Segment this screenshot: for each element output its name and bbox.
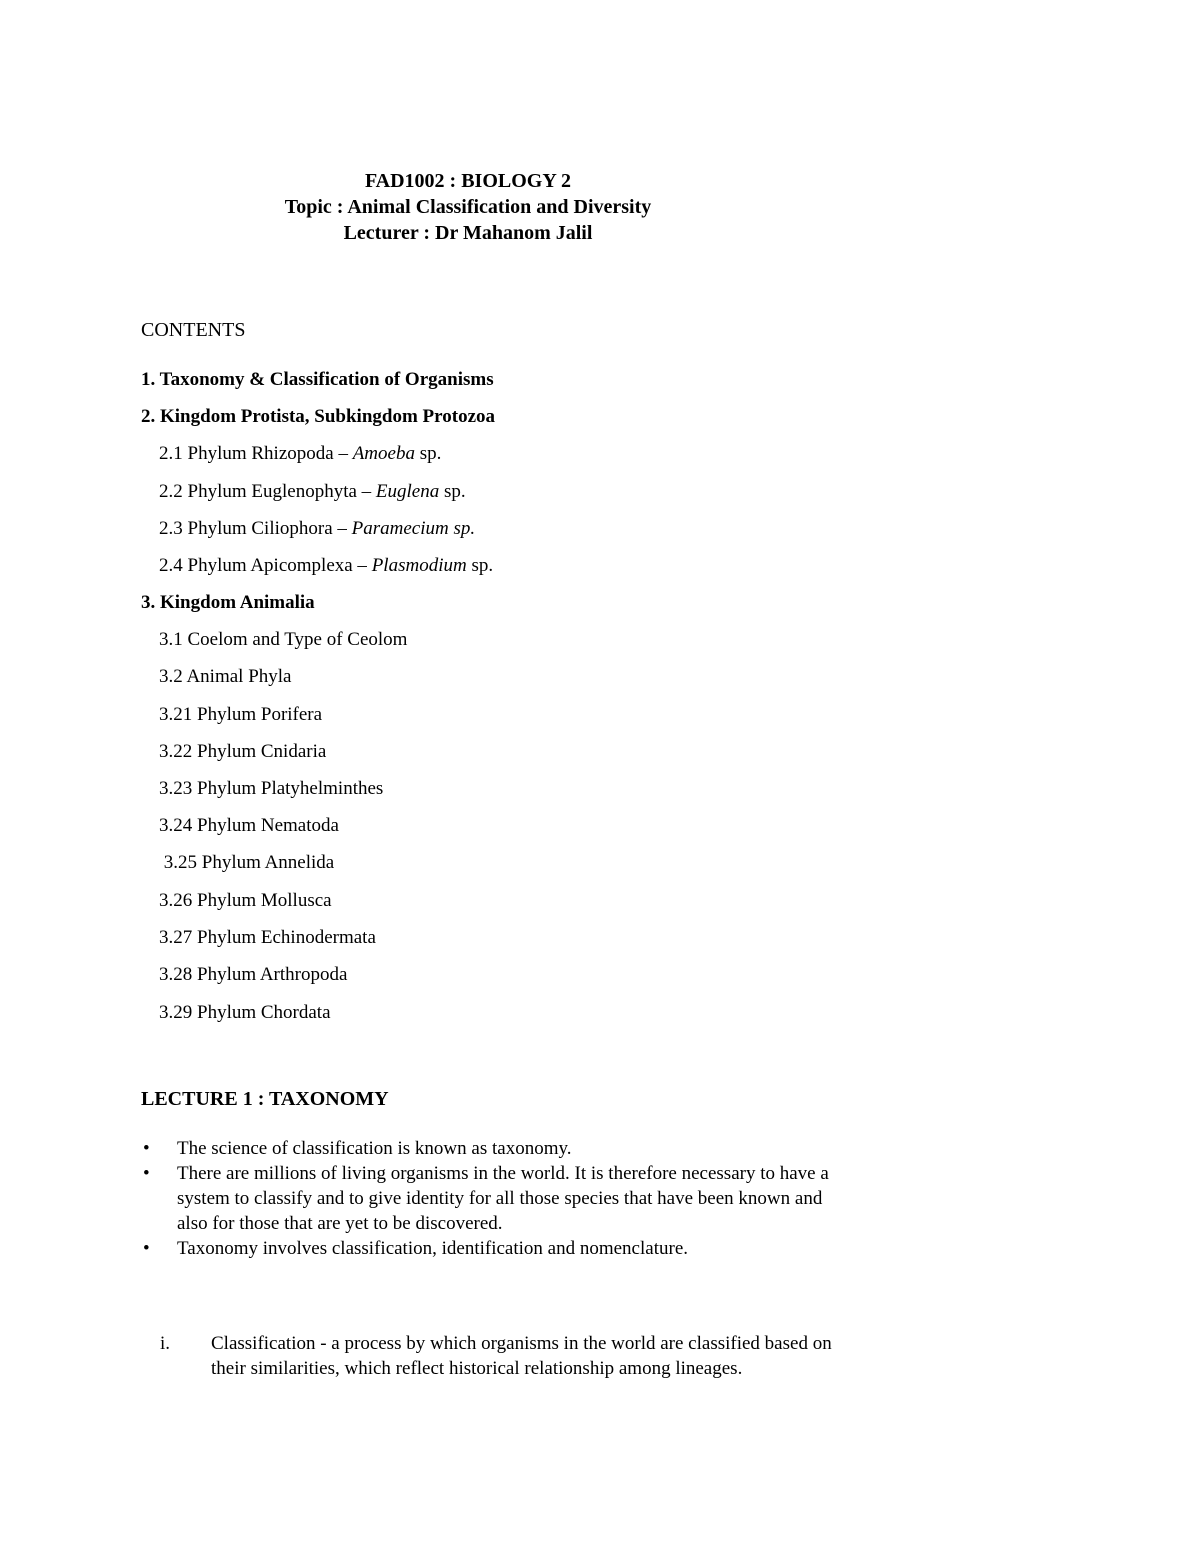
toc-item-3-28: 3.28 Phylum Arthropoda <box>159 964 348 985</box>
toc-item-text: 2.1 Phylum Rhizopoda – <box>159 443 353 464</box>
topic-title: Topic : Animal Classification and Diversity <box>284 196 652 218</box>
toc-item-text: 2.3 Phylum Ciliophora – <box>159 518 352 539</box>
bullet-text: There are millions of living organisms in the world. It is therefore necessary to have a system to classify and to give identity for all those species that have been known and also for those that are yet to be discovered. <box>177 1163 829 1234</box>
lecture-1-heading: LECTURE 1 : TAXONOMY <box>141 1088 389 1110</box>
toc-item-suffix: sp. <box>414 443 442 464</box>
list-item <box>160 1331 840 1381</box>
toc-item-2-4 <box>159 553 493 579</box>
toc-item-3-25: 3.25 Phylum Annelida <box>159 852 335 873</box>
toc-item-genus: Plasmodium <box>371 555 467 576</box>
toc-item-suffix: sp. <box>439 481 466 502</box>
toc-item-2-1 <box>159 441 441 467</box>
list-item <box>141 1136 841 1161</box>
bullet-icon: • <box>143 1238 150 1259</box>
toc-item-3-24: 3.24 Phylum Nematoda <box>159 815 339 836</box>
toc-item-genus: Amoeba <box>352 443 415 464</box>
toc-item-3-1: 3.1 Coelom and Type of Ceolom <box>159 629 408 650</box>
toc-item-genus: Euglena <box>375 481 440 502</box>
toc-item-2-2 <box>159 479 466 505</box>
contents-heading: CONTENTS <box>141 319 246 341</box>
lecturer-name: Lecturer : Dr Mahanom Jalil <box>343 222 593 244</box>
toc-item-suffix: sp. <box>466 555 494 576</box>
list-item <box>141 1236 841 1261</box>
list-marker: i. <box>160 1333 171 1354</box>
definition-text: Classification - a process by which organisms in the world are classified based on their similarities, which reflect historical relationship among lineages. <box>211 1333 832 1379</box>
toc-item-3-2: 3.2 Animal Phyla <box>159 666 292 687</box>
toc-item-3-29: 3.29 Phylum Chordata <box>159 1002 331 1023</box>
toc-section-3: 3. Kingdom Animalia <box>141 592 315 613</box>
bullet-text: The science of classification is known as taxonomy. <box>177 1138 572 1159</box>
toc-item-3-23: 3.23 Phylum Platyhelminthes <box>159 778 384 799</box>
toc-item-3-27: 3.27 Phylum Echinodermata <box>159 927 376 948</box>
definition-list <box>160 1331 840 1381</box>
toc-item-3-26: 3.26 Phylum Mollusca <box>159 890 332 911</box>
toc-item-3-22: 3.22 Phylum Cnidaria <box>159 741 327 762</box>
toc-item-genus: Paramecium sp. <box>351 518 476 539</box>
toc-item-text: 2.4 Phylum Apicomplexa – <box>159 555 372 576</box>
bullet-text: Taxonomy involves classification, identification and nomenclature. <box>177 1238 688 1259</box>
list-item <box>141 1161 841 1236</box>
toc-section-1: 1. Taxonomy & Classification of Organisms <box>141 369 494 390</box>
toc-item-3-21: 3.21 Phylum Porifera <box>159 704 323 725</box>
course-title: FAD1002 : BIOLOGY 2 <box>364 170 572 192</box>
bullet-icon: • <box>143 1163 150 1184</box>
toc-section-2: 2. Kingdom Protista, Subkingdom Protozoa <box>141 406 496 427</box>
bullet-icon: • <box>143 1138 150 1159</box>
lecture-1-bullets <box>141 1136 841 1261</box>
toc-item-2-3 <box>159 516 475 542</box>
toc-item-text: 2.2 Phylum Euglenophyta – <box>159 481 376 502</box>
